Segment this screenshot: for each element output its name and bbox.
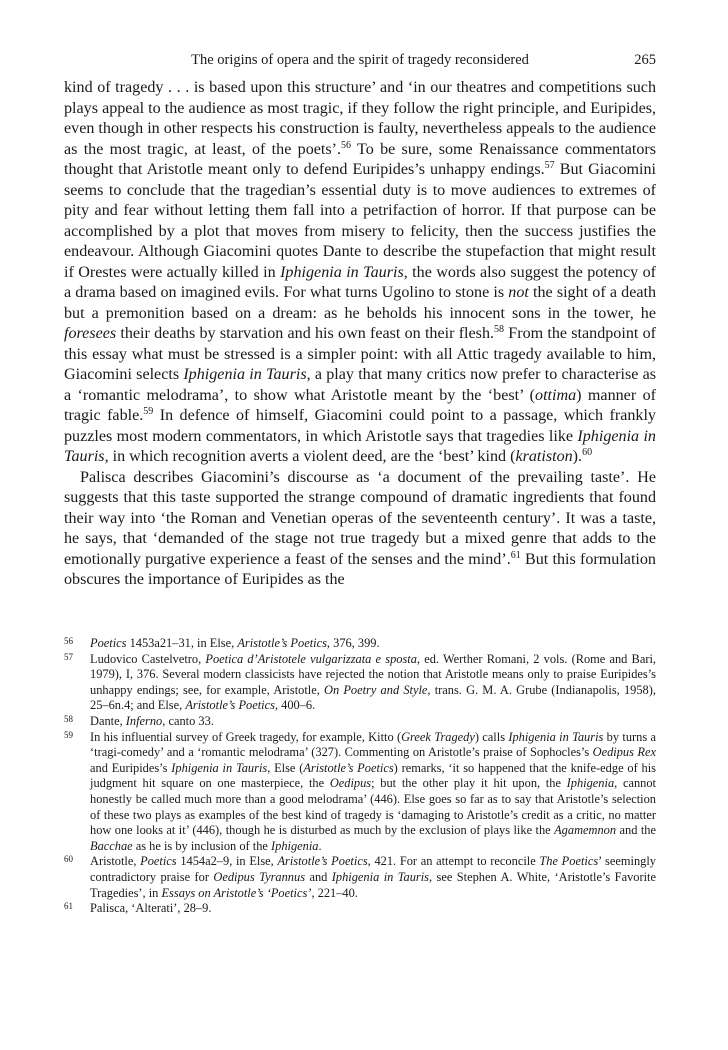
italic-title: Essays on Aristotle’s ‘Poetics’ — [161, 885, 312, 900]
text-span: ). — [572, 448, 583, 465]
text-span: ) remarks, ‘it so happened that the knife-edge of his judgment hit square on one masterpiece, the — [90, 760, 656, 791]
text-span: ; but the other play it hit upon, the — [371, 776, 567, 791]
text-span: kind of tragedy . . . is based upon this structure’ and ‘in our theatres and competitions such plays appeal to the audience as most tragic, if they follow the right principle, and Euripides, even though in other respects his construction is faulty, nevertheless appeals to the audience as the most tragic, at least, of the poets’. — [64, 79, 656, 158]
footnote-number: 61 — [64, 901, 73, 912]
text-span: Palisca, ‘Alterati’, 28–9. — [90, 901, 212, 916]
footnote-text — [90, 730, 656, 855]
text-span: , see Stephen A. White, ‘Aristotle’s Favorite Tragedies’, in — [90, 869, 656, 900]
footnote-number: 59 — [64, 729, 73, 740]
italic-title: Iphigenia — [271, 838, 319, 853]
text-span: , Else ( — [267, 760, 304, 775]
text-span: But this formulation obscures the importance of Euripides as the — [64, 550, 656, 588]
italic-title: The Poetics — [539, 854, 599, 869]
footnote-number: 57 — [64, 651, 73, 662]
footnote-text — [90, 901, 656, 917]
page-number: 265 — [634, 52, 656, 68]
italic-title: On Poetry and Style — [324, 682, 428, 697]
text-span: 1453a21–31, in Else, — [126, 636, 238, 650]
footnote-text — [90, 636, 656, 652]
footnote-ref-60[interactable]: 60 — [582, 447, 593, 458]
text-span: , 221–40. — [311, 885, 358, 900]
footnote-text — [90, 714, 656, 730]
text-span: 1454a2–9, in Else, — [176, 854, 278, 869]
italic-title: Iphigenia in Tauris — [183, 366, 307, 383]
italic-title: Iphigenia in Tauris — [331, 869, 429, 884]
footnote-ref-56[interactable]: 56 — [341, 139, 351, 151]
text-span: , the words also suggest the potency of a drama based on imagined evils. For what turns Ugolino to stone is — [64, 263, 656, 301]
text-span: From the standpoint of this essay what must be stressed is a simpler point: with all Attic tragedy available to him, Giacomini selects — [64, 325, 656, 383]
footnote-ref-57[interactable]: 57 — [544, 160, 555, 171]
italic-title: Oedipus Rex — [592, 745, 656, 760]
footnote-59 — [64, 730, 656, 855]
running-head-title: The origins of opera and the spirit of tragedy reconsidered — [191, 52, 529, 68]
text-span: But Giacomini seems to conclude that the tragedian’s essential duty is to move audiences to extremes of pity and fear without letting them fall into a petrifaction of horror. If that purpose can be accomplished by a plot that moves from misery to felicity, then the success justifies the endeavour. Although Giacomini quotes Dante to describe the stupefaction that might result if Orestes were actually killed in — [64, 161, 657, 281]
text-span: In defence of himself, Giacomini could point to a passage, which frankly puzzles most modern commentators, in which Aristotle says that tragedies like — [64, 407, 656, 445]
text-span: and the — [616, 823, 656, 838]
italic-title: Poetica d’Aristotele vulgarizzata e sposta — [205, 651, 417, 666]
italic-title: Aristotle’s Poetics — [277, 854, 368, 869]
text-span: Dante, — [90, 713, 126, 728]
body-text — [64, 78, 656, 591]
italic-title: Iphigenia in Tauris — [171, 760, 268, 775]
italic-emphasis: foresees — [64, 325, 117, 342]
text-span: In his influential survey of Greek tragedy, for example, Kitto ( — [90, 729, 402, 744]
text-span: Palisca describes Giacomini’s discourse as ‘a document of the prevailing taste’. He suggests that this taste supported the strange compound of dramatic ingredients that found their way into ‘the Roman and Venetian operas of the seventeenth century’. It was a taste, he says, that ‘demanded of the stage not true tragedy but a mixed genre that adds to the emotionally purgative experience a feast of the senses and the mind’. — [64, 468, 656, 568]
text-span: Ludovico Castelvetro, — [90, 651, 206, 666]
text-span: , 400–6. — [274, 698, 316, 713]
italic-title: Bacchae — [90, 838, 133, 853]
italic-title: Poetics — [90, 636, 127, 650]
italic-term: ottima — [535, 386, 577, 404]
footnote-text — [90, 854, 656, 901]
text-span: the sight of a death but a premonition based on a dream: as he beholds his innocent sons in the tower, he — [64, 284, 656, 322]
footnote-58 — [64, 714, 656, 730]
italic-title: Greek Tragedy — [401, 729, 475, 744]
italic-title: Iphigenia in Tauris — [280, 263, 404, 281]
text-span: by turns a ‘tragi-comedy’ and a ‘romantic melodrama’ (327). Commenting on Aristotle’s praise of Sophocles’s — [90, 729, 656, 760]
italic-title: Aristotle’s Poetics — [303, 760, 394, 775]
text-span: . — [318, 838, 322, 853]
footnote-60 — [64, 854, 656, 901]
text-span: , 376, 399. — [326, 636, 380, 650]
italic-title: Aristotle’s Poetics — [237, 636, 327, 650]
footnote-number: 60 — [64, 854, 73, 865]
footnote-number: 58 — [64, 713, 73, 724]
footnote-ref-61[interactable]: 61 — [510, 549, 521, 561]
italic-title: Agamemnon — [554, 823, 617, 838]
running-head — [64, 52, 656, 72]
footnotes — [64, 636, 656, 917]
italic-title: Poetics — [140, 854, 177, 869]
italic-title: Aristotle’s Poetics — [185, 698, 275, 713]
italic-title: Oedipus Tyrannus — [213, 869, 306, 884]
italic-title: Inferno — [125, 713, 163, 728]
text-span: To be sure, some Renaissance commentators thought that Aristotle meant only to defend Euripides’s unhappy endings. — [64, 140, 656, 178]
footnote-61 — [64, 901, 656, 917]
footnote-ref-59[interactable]: 59 — [143, 406, 154, 417]
text-span: , trans. G. M. A. Grube (Indianapolis, 1958), 25–6n.4; and Else, — [90, 682, 656, 713]
text-span: , canto 33. — [162, 713, 214, 728]
text-span: , cannot honestly be called much more than a good melodrama’ (446). Else goes so far as to say that Aristotle’s selection of these two plays as examples of the best kind of tragedy is ‘damaging to Aristotle’s credit as a critic, no matter how one looks at it’ (446), though he is disturbed as much by the exclusion of plays like the — [90, 776, 656, 838]
footnote-ref-58[interactable]: 58 — [494, 324, 505, 335]
italic-term: kratiston — [515, 448, 573, 465]
text-span: ) calls — [474, 729, 509, 744]
text-span: ) manner of tragic fable. — [64, 386, 656, 424]
text-span: , a play that many critics now prefer to characterise as a ‘romantic melodrama’, to show what Aristotle meant by the ‘best’ ( — [64, 366, 657, 404]
italic-title: Iphigenia in Tauris — [64, 427, 656, 465]
text-span: , ed. Werther Romani, 2 vols. (Rome and Bari, 1979), I, 376. Several modern classicists have rejected the notion that Aristotle means only to praise Euripides’s unhappy endings; see, for example, Aristotle, — [90, 651, 656, 697]
footnote-text — [90, 652, 656, 714]
text-span: their deaths by starvation and his own feast on their flesh. — [116, 325, 495, 342]
text-span: and — [305, 869, 332, 884]
italic-title: Iphigenia — [566, 776, 615, 791]
text-span: Aristotle, — [90, 854, 141, 869]
footnote-number: 56 — [64, 636, 73, 646]
body-paragraph-1 — [64, 78, 656, 468]
text-span: and Euripides’s — [90, 760, 172, 775]
body-paragraph-2 — [64, 468, 656, 591]
text-span: , 421. For an attempt to reconcile — [367, 854, 540, 869]
footnote-57 — [64, 652, 656, 714]
footnote-56 — [64, 636, 656, 652]
italic-title: Oedipus — [329, 776, 372, 791]
text-span: ’ seemingly contradictory praise for — [90, 854, 656, 884]
text-span: , in which recognition averts a violent deed, are the ‘best’ kind ( — [104, 448, 516, 465]
italic-emphasis: not — [508, 284, 529, 301]
italic-title: Iphigenia in Tauris — [508, 729, 604, 744]
text-span: as he is by inclusion of the — [132, 838, 271, 853]
